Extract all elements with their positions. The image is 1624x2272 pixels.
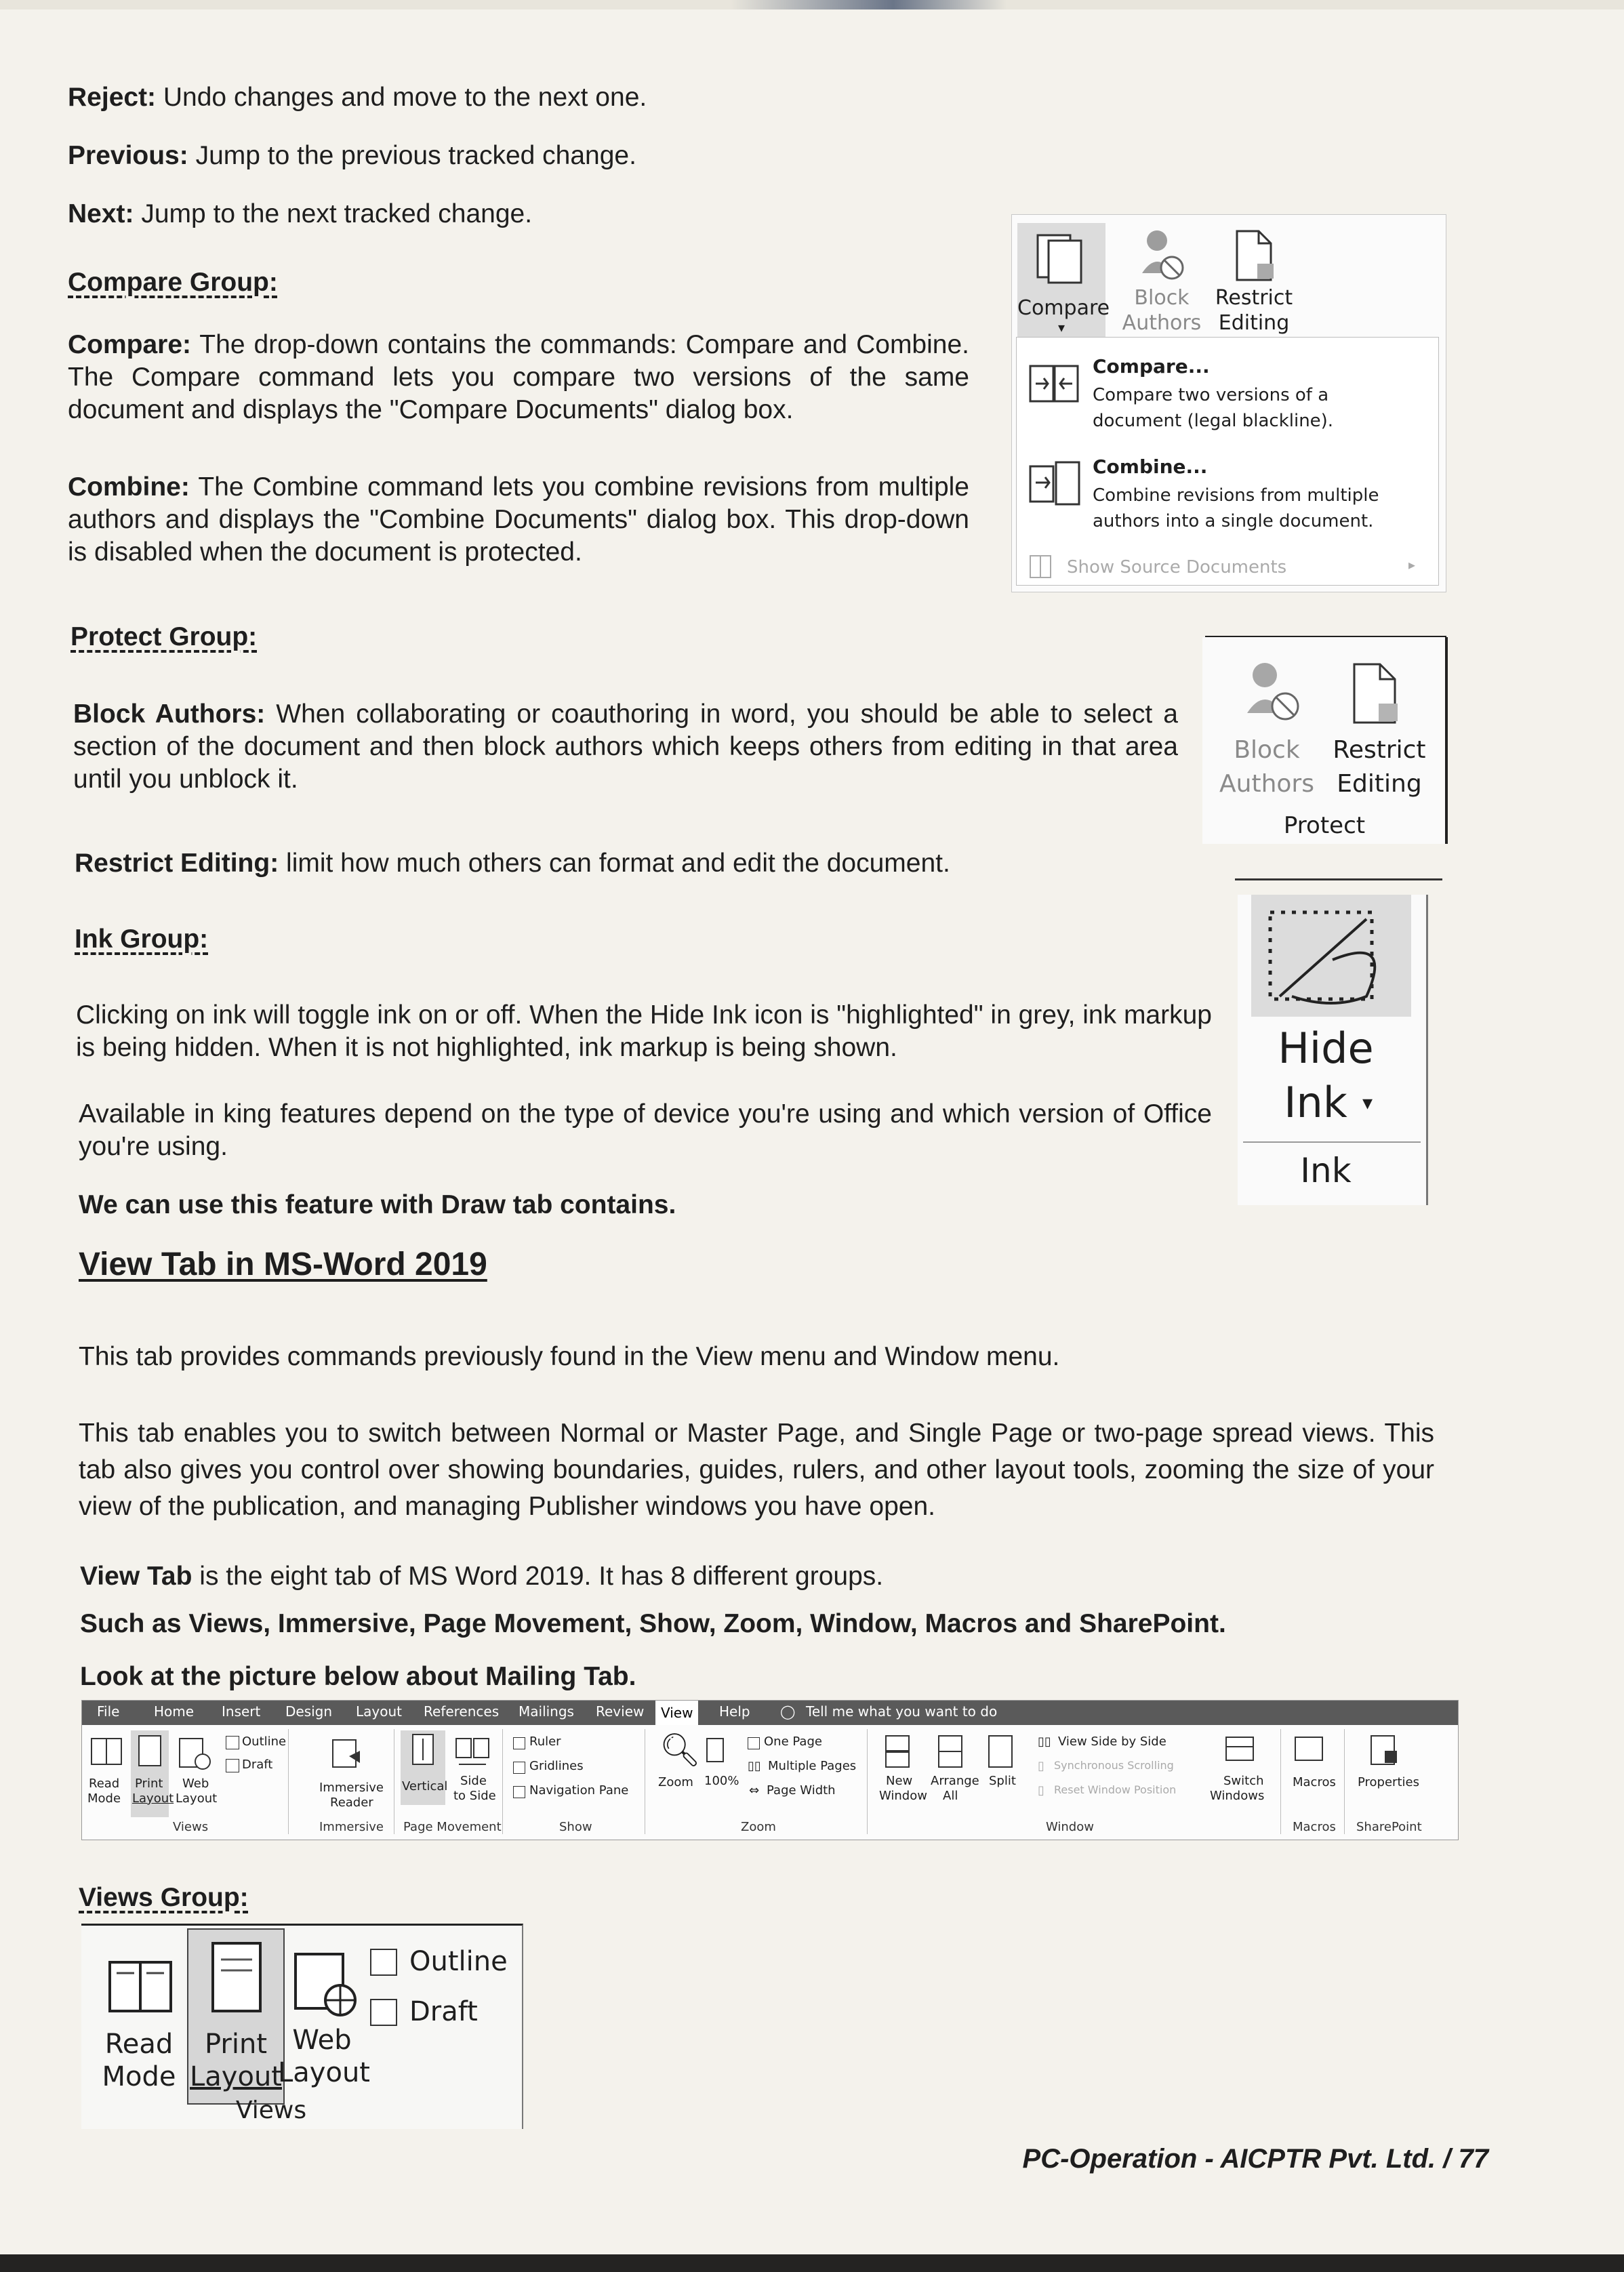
views-group-label: Views: [235, 2096, 307, 2124]
hide-ink-icon: [1251, 895, 1411, 1017]
combine-docs-icon: [1028, 460, 1082, 507]
tab-review[interactable]: Review: [596, 1703, 645, 1720]
navigation-pane-checkbox[interactable]: [513, 1786, 525, 1798]
outline-label: Outline: [409, 1946, 508, 1977]
read-mode-icon: [103, 1953, 178, 2021]
zoom-button[interactable]: Zoom: [658, 1775, 693, 1789]
gridlines-label: Gridlines: [529, 1759, 584, 1773]
menu-item-compare-desc: Compare two versions of a: [1093, 385, 1329, 405]
block-authors-label: Block: [1134, 286, 1190, 310]
vertical-button[interactable]: [401, 1730, 448, 1805]
tab-file[interactable]: File: [97, 1703, 120, 1720]
properties-icon: [1366, 1733, 1402, 1770]
zoom-100-icon: [703, 1736, 730, 1768]
views-group-heading: Views Group:: [79, 1883, 249, 1912]
compare-docs-icon: [1028, 363, 1082, 407]
side-to-side-button[interactable]: Side: [460, 1774, 487, 1788]
properties-button[interactable]: Properties: [1358, 1775, 1419, 1789]
menu-item-compare[interactable]: Compare...: [1093, 355, 1210, 378]
immersive-group-label: Immersive: [319, 1820, 384, 1834]
zoom-group-label: Zoom: [741, 1820, 776, 1834]
block-authors-label-2: Authors: [1122, 311, 1202, 335]
draft-label: Draft: [409, 1996, 478, 2027]
show-group-label: Show: [559, 1820, 592, 1834]
immersive-reader-icon: [329, 1736, 367, 1771]
views-group-screenshot: [81, 1924, 523, 2129]
web-layout-icon: [285, 1946, 359, 2021]
multiple-pages-icon: ▯▯: [748, 1759, 761, 1773]
view-side-by-side-button[interactable]: View Side by Side: [1058, 1735, 1166, 1749]
print-layout-label: Print: [204, 2029, 267, 2060]
restrict-editing-label-2: Editing: [1337, 770, 1422, 798]
print-layout-label: Print: [135, 1777, 163, 1791]
sharepoint-group-label: SharePoint: [1356, 1820, 1422, 1834]
view-side-by-side-icon: ▯▯: [1038, 1735, 1051, 1749]
arrange-all-label-2: All: [943, 1789, 958, 1803]
reset-window-position-button[interactable]: Reset Window Position: [1054, 1783, 1177, 1796]
arrange-all-icon: [933, 1733, 967, 1770]
print-layout-label-2: Layout: [190, 2061, 282, 2092]
synchronous-scrolling-button[interactable]: Synchronous Scrolling: [1054, 1759, 1174, 1772]
tab-home[interactable]: Home: [154, 1703, 195, 1720]
tell-me-search[interactable]: Tell me what you want to do: [806, 1703, 998, 1720]
divider: [1280, 1729, 1281, 1834]
new-window-button[interactable]: New: [886, 1774, 913, 1788]
page-bottom-edge: [0, 2254, 1624, 2272]
outline-label: Outline: [242, 1735, 287, 1749]
view-paragraph-1: This tab provides commands previously found in the View menu and Window menu.: [79, 1342, 1060, 1371]
view-paragraph-5: Look at the picture below about Mailing Tab.: [80, 1662, 636, 1691]
menu-item-combine[interactable]: Combine...: [1093, 455, 1208, 478]
menu-item-combine-desc-2: authors into a single document.: [1093, 511, 1374, 531]
menu-item-compare-desc-2: document (legal blackline).: [1093, 411, 1334, 431]
reject-line: Reject: Undo changes and move to the next one.: [68, 83, 647, 112]
hide-ink-button[interactable]: [1251, 895, 1411, 1017]
print-layout-icon: [188, 1930, 283, 2025]
side-to-side-label-2: to Side: [453, 1789, 496, 1803]
window-group-label: Window: [1046, 1820, 1094, 1834]
page-width-icon: ⇔: [749, 1783, 760, 1798]
show-source-icon: [1028, 553, 1055, 580]
draft-checkbox[interactable]: [370, 1999, 397, 2026]
vertical-label: Vertical: [402, 1779, 448, 1793]
page-movement-group-label: Page Movement: [403, 1820, 502, 1834]
compare-dropdown-menu: [1016, 337, 1439, 586]
switch-windows-label-2: Windows: [1210, 1789, 1265, 1803]
divider: [502, 1729, 503, 1834]
restrict-editing-label: Restrict: [1215, 286, 1293, 310]
compare-group-heading: Compare Group:: [68, 268, 278, 297]
restrict-editing-label-2: Editing: [1218, 311, 1290, 335]
ink-group-heading: Ink Group:: [75, 925, 209, 954]
chevron-down-icon: ▾: [1057, 319, 1065, 336]
page-footer: PC-Operation - AICPTR Pvt. Ltd. / 77: [1022, 2144, 1488, 2174]
menu-item-combine-desc: Combine revisions from multiple: [1093, 485, 1379, 506]
macros-icon: [1291, 1733, 1328, 1770]
vertical-scroll-icon: [401, 1730, 445, 1770]
one-page-button[interactable]: One Page: [764, 1735, 822, 1749]
tab-references[interactable]: References: [424, 1703, 500, 1720]
macros-group-label: Macros: [1293, 1820, 1336, 1834]
divider: [1344, 1729, 1345, 1834]
tab-help[interactable]: Help: [719, 1703, 750, 1720]
arrange-all-button[interactable]: Arrange: [931, 1774, 979, 1788]
previous-line: Previous: Jump to the previous tracked change.: [68, 141, 636, 170]
immersive-reader-button[interactable]: Immersive: [319, 1781, 384, 1795]
read-mode-icon: [86, 1735, 127, 1770]
protect-group-heading: Protect Group:: [70, 622, 258, 651]
divider: [867, 1729, 868, 1834]
switch-windows-button[interactable]: Switch: [1223, 1774, 1264, 1788]
restrict-editing-label[interactable]: Restrict: [1333, 736, 1426, 764]
ruler-label: Ruler: [529, 1735, 561, 1749]
block-authors-label-2: Authors: [1219, 770, 1314, 798]
web-layout-label-2: Layout: [278, 2057, 370, 2088]
navigation-pane-label: Navigation Pane: [529, 1783, 629, 1798]
tab-design[interactable]: Design: [285, 1703, 333, 1720]
ink-group-label: Ink: [1300, 1151, 1352, 1190]
synchronous-scrolling-icon: ▯: [1038, 1759, 1044, 1773]
gridlines-checkbox[interactable]: [513, 1762, 525, 1774]
divider: [1235, 878, 1442, 880]
read-mode-button[interactable]: Read: [89, 1777, 120, 1791]
split-button[interactable]: Split: [989, 1774, 1016, 1788]
immersive-reader-label-2: Reader: [330, 1796, 373, 1810]
restrict-editing-icon: [1230, 224, 1278, 285]
views-group-label: Views: [173, 1820, 209, 1834]
tab-layout[interactable]: Layout: [356, 1703, 402, 1720]
tab-insert[interactable]: Insert: [222, 1703, 261, 1720]
view-tab-title: View Tab in MS-Word 2019: [79, 1246, 487, 1282]
ink-paragraph-2: Available in king features depend on the type of device you're using and which version of Office you're using.: [79, 1099, 1212, 1161]
view-paragraph-4: Such as Views, Immersive, Page Movement, Show, Zoom, Window, Macros and SharePoint.: [80, 1609, 1226, 1638]
switch-windows-icon: [1222, 1733, 1259, 1767]
next-line: Next: Jump to the next tracked change.: [68, 199, 533, 228]
tab-view[interactable]: View: [655, 1701, 698, 1725]
web-layout-button[interactable]: Web: [292, 2025, 352, 2056]
chevron-right-icon: ▸: [1408, 556, 1416, 573]
restrict-editing-paragraph: Restrict Editing: limit how much others can format and edit the document.: [75, 849, 950, 878]
divider: [1243, 1141, 1421, 1143]
print-layout-label-2: Layout: [132, 1791, 174, 1806]
draft-label: Draft: [242, 1758, 273, 1772]
outline-checkbox[interactable]: [226, 1736, 239, 1749]
compare-button[interactable]: [1017, 223, 1110, 345]
draft-checkbox[interactable]: [226, 1759, 239, 1772]
read-mode-label-2: Mode: [87, 1791, 121, 1806]
side-to-side-icon: [453, 1736, 491, 1770]
read-mode-button[interactable]: Read: [104, 2029, 174, 2060]
block-authors-icon: [1137, 226, 1191, 287]
view-paragraph-3: View Tab is the eight tab of MS Word 2019. It has 8 different groups.: [80, 1562, 884, 1591]
lightbulb-icon: ◯: [780, 1703, 796, 1720]
compare-icon: [1017, 223, 1105, 291]
protect-group-label: Protect: [1283, 812, 1366, 839]
reset-window-icon: ▯: [1038, 1783, 1044, 1798]
web-layout-button[interactable]: Web: [182, 1777, 209, 1791]
compare-button-label: Compare: [1017, 296, 1110, 320]
one-page-icon: [748, 1737, 760, 1749]
protect-panel-screenshot: [1202, 637, 1448, 844]
zoom-100-button[interactable]: 100%: [704, 1774, 739, 1788]
block-authors-icon: [1243, 660, 1304, 728]
print-layout-icon: [131, 1730, 169, 1771]
web-layout-icon: [176, 1735, 214, 1772]
hide-ink-label-2: Ink: [1284, 1078, 1347, 1127]
compare-panel-screenshot: [1011, 214, 1446, 592]
ink-panel-screenshot: [1238, 895, 1428, 1205]
page-top-edge: [0, 0, 1624, 9]
read-mode-label-2: Mode: [102, 2061, 176, 2092]
chevron-down-icon: ▾: [1362, 1091, 1373, 1115]
print-layout-button[interactable]: [131, 1730, 174, 1817]
macros-button[interactable]: Macros: [1293, 1775, 1336, 1789]
outline-checkbox[interactable]: [370, 1949, 397, 1976]
new-window-label-2: Window: [879, 1789, 927, 1803]
split-icon: [983, 1733, 1017, 1770]
hide-ink-label: Hide: [1278, 1023, 1374, 1073]
print-layout-button[interactable]: [187, 1928, 285, 2105]
web-layout-label-2: Layout: [176, 1791, 218, 1806]
page-width-button[interactable]: Page Width: [767, 1783, 836, 1798]
multiple-pages-button[interactable]: Multiple Pages: [768, 1759, 857, 1773]
restrict-editing-icon: [1350, 660, 1404, 728]
divider: [288, 1729, 289, 1834]
combine-paragraph: Combine: The Combine command lets you combine revisions from multiple authors and displays the "Combine Documents" dialog box. This drop-down is disabled when the document is protected.: [68, 472, 969, 567]
block-authors-paragraph: Block Authors: When collaborating or coauthoring in word, you should be able to select a section of the document and then block authors which keeps others from editing in that area until you unblock it.: [73, 699, 1178, 794]
compare-paragraph: Compare: The drop-down contains the commands: Compare and Combine. The Compare command lets you compare two versions of the same document and displays the "Compare Documents" dialog box.: [68, 330, 969, 424]
new-window-icon: [880, 1733, 914, 1770]
zoom-magnifier-icon: 🔍︎: [659, 1731, 701, 1769]
ruler-checkbox[interactable]: [513, 1737, 525, 1749]
block-authors-label[interactable]: Block: [1234, 736, 1300, 764]
ink-paragraph-3: We can use this feature with Draw tab contains.: [79, 1190, 676, 1219]
view-paragraph-2: This tab enables you to switch between Normal or Master Page, and Single Page or two-page spread views. This tab also gives you control over showing boundaries, guides, rulers, and other layout tools, zooming the size of your view of the publication, and managing Publisher windows you have open.: [79, 1419, 1434, 1521]
ribbon-tab-bar: [82, 1701, 1458, 1725]
tab-mailings[interactable]: Mailings: [519, 1703, 574, 1720]
view-ribbon-screenshot: [81, 1700, 1459, 1840]
ink-paragraph-1: Clicking on ink will toggle ink on or off. When the Hide Ink icon is "highlighted" in grey, ink markup is being hidden. When it is not highlighted, ink markup is being shown.: [76, 1000, 1212, 1062]
menu-item-show-source[interactable]: Show Source Documents: [1067, 557, 1287, 577]
